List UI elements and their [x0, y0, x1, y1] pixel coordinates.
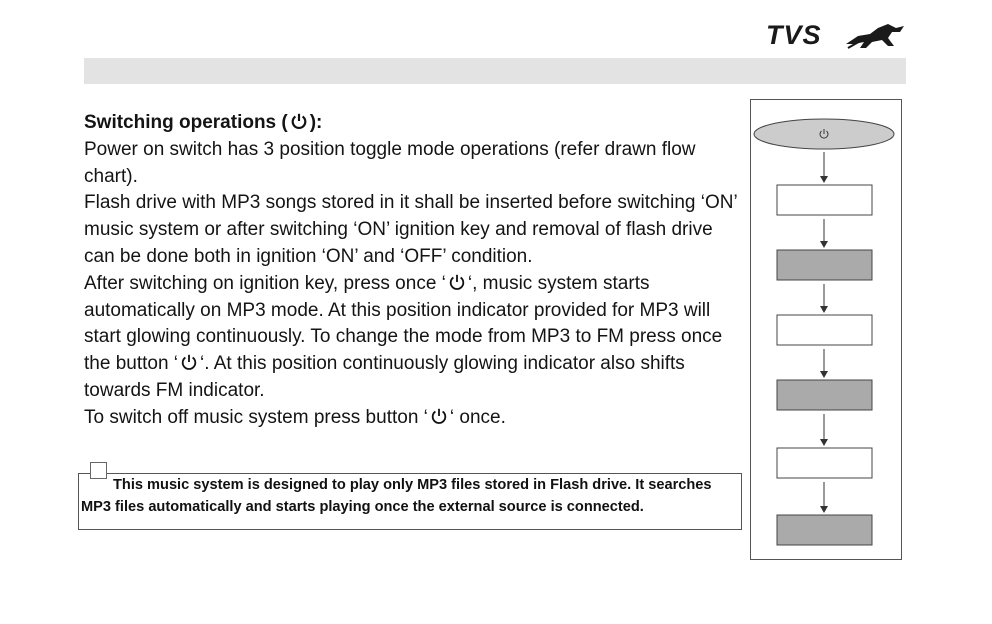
flow-arrowhead — [820, 371, 828, 378]
paragraph-toggle: Power on switch has 3 position toggle mode operations (refer drawn flow chart). — [84, 138, 696, 187]
power-icon — [290, 112, 308, 130]
paragraph-flash-drive: Flash drive with MP3 songs stored in it shall be inserted before switching ‘ON’ music system or after switching ‘ON’ ignition key and removal of flash drive can be done both in ignition ‘ON’ and ‘OFF’ condition. — [84, 192, 737, 267]
note-text — [79, 474, 743, 518]
flow-arrowhead — [820, 439, 828, 446]
paragraph-ignition: After switching on ignition key, press once ‘ ‘, music system starts automatically on MP3 mode. At this position indicator provided for MP3 will start glowing continuously. To change the mode from MP3 to FM press once the button ‘ ‘. At this position continuously glowing indicator also shifts towards FM indicator. — [84, 272, 723, 401]
flow-step-box — [777, 315, 872, 345]
tvs-logo — [766, 20, 906, 54]
power-icon — [430, 407, 448, 425]
flow-arrowhead — [820, 176, 828, 183]
power-icon — [180, 353, 198, 371]
flow-arrowhead — [820, 241, 828, 248]
flow-step-box — [777, 250, 872, 280]
flow-step-box — [777, 380, 872, 410]
header-bar — [84, 58, 906, 84]
note-line-2: MP3 files automatically and starts playing once the external source is connected. — [81, 499, 644, 515]
note-box — [78, 473, 742, 530]
flow-step-box — [777, 515, 872, 545]
section-heading: Switching operations ( ): — [84, 112, 323, 133]
flow-step-box — [777, 448, 872, 478]
paragraph-switch-off: To switch off music system press button ‘ ‘ once. — [84, 406, 506, 428]
brand-name: TVS — [766, 20, 822, 50]
flow-arrowhead — [820, 306, 828, 313]
flow-step-box — [777, 185, 872, 215]
flow-arrowhead — [820, 506, 828, 513]
flowchart — [750, 99, 902, 560]
main-content — [84, 110, 744, 432]
horse-icon — [844, 22, 906, 52]
power-icon — [448, 273, 466, 291]
note-line-1: This music system is designed to play only MP3 files stored in Flash drive. It searches — [113, 477, 712, 493]
